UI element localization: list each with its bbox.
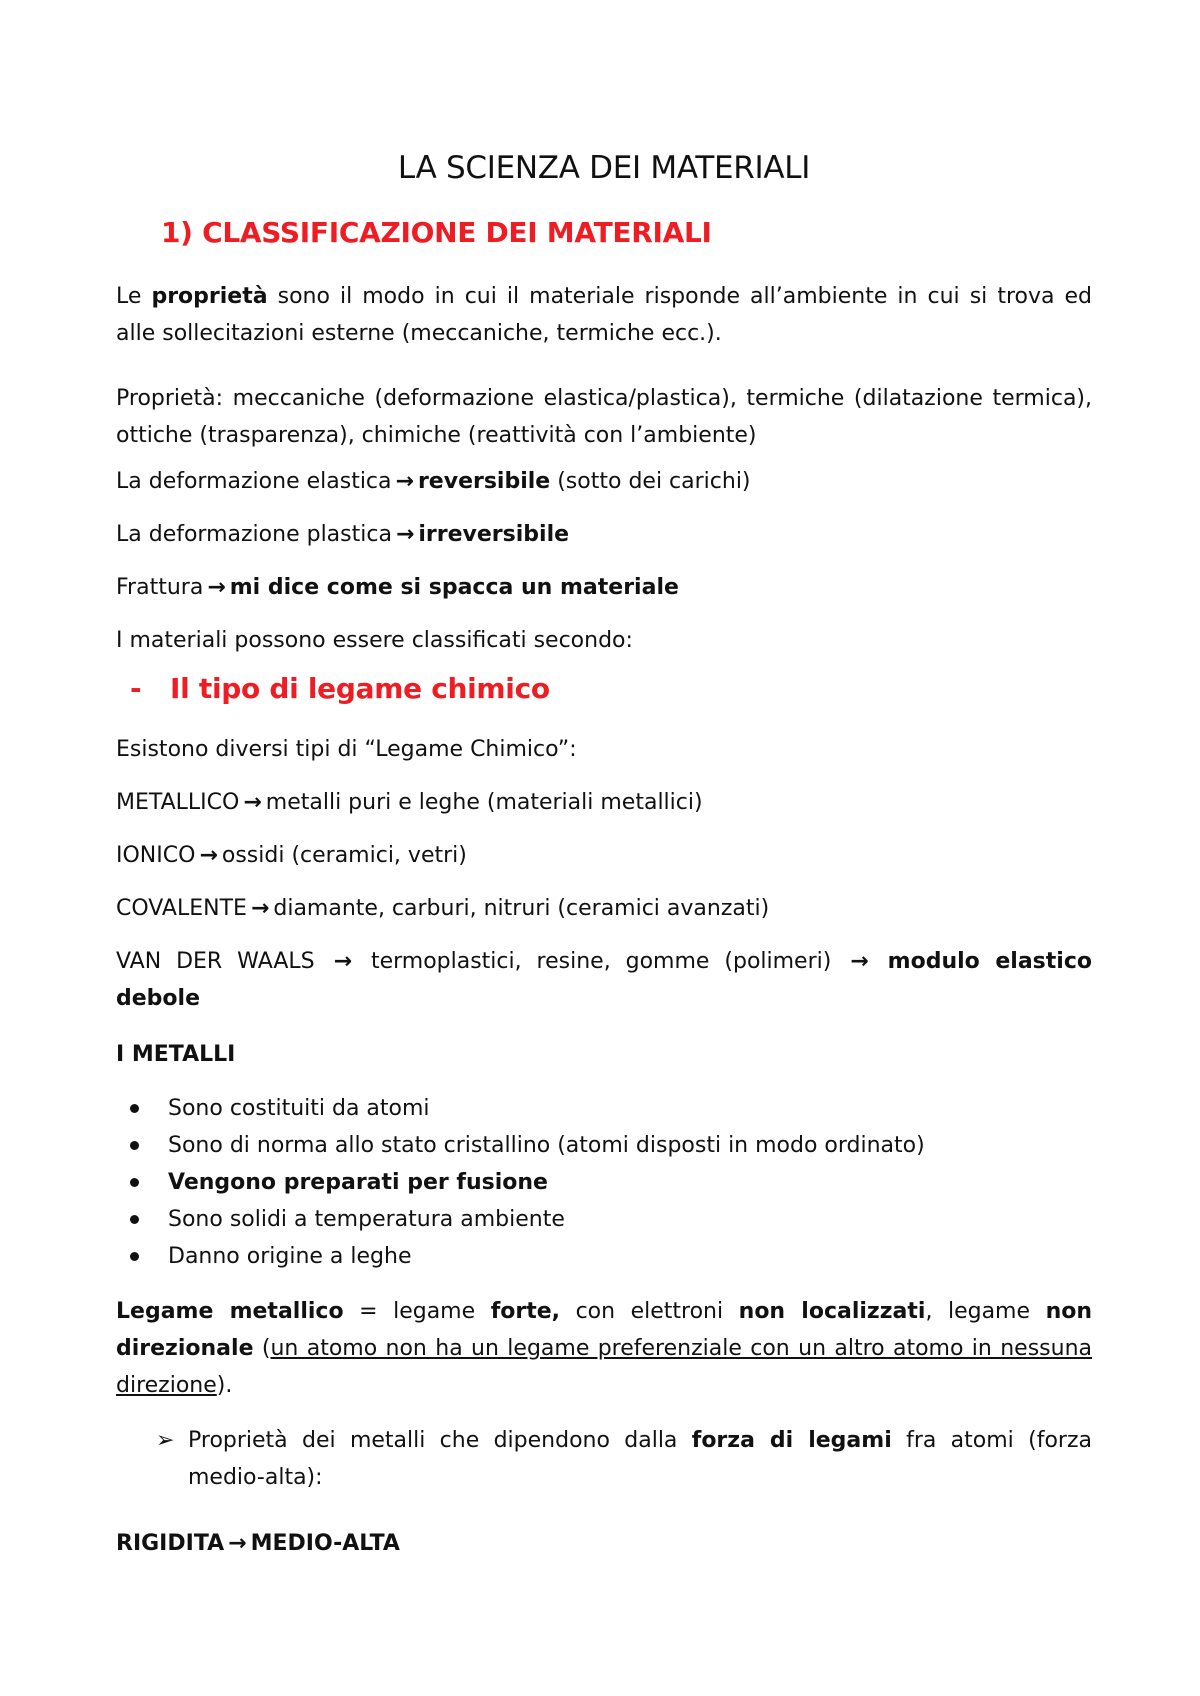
arrow-right-icon: → xyxy=(395,469,414,494)
bullet-icon xyxy=(130,1104,139,1113)
text: sono il modo in cui il materiale risponde all’ambiente in cui si trova ed alle sollecitazioni esterne (meccaniche, termiche ecc.). xyxy=(116,284,1092,346)
paragraph-covalente xyxy=(116,890,1092,927)
text: VAN DER WAALS xyxy=(116,949,315,974)
text: termoplastici, resine, gomme (polimeri) xyxy=(370,949,832,974)
metalli-bullet-list xyxy=(116,1090,925,1275)
bold-text: reversibile xyxy=(417,469,551,494)
list-item: Danno origine a leghe xyxy=(116,1238,925,1275)
paragraph-tipi-legame: Esistono diversi tipi di “Legame Chimico”: xyxy=(116,737,577,762)
paragraph-metallico xyxy=(116,784,1092,821)
sub-item-text: Proprietà dei metalli che dipendono dalla forza di legami fra atomi (forza medio-alta): xyxy=(188,1428,1092,1490)
metalli-heading xyxy=(116,1036,1092,1073)
text: ossidi (ceramici, vetri) xyxy=(221,843,467,868)
section-heading-classificazione: 1) CLASSIFICAZIONE DEI MATERIALI xyxy=(161,216,712,249)
text: METALLICO xyxy=(116,790,240,815)
text: (sotto dei carichi) xyxy=(550,469,751,494)
list-item: Sono costituiti da atomi xyxy=(116,1090,925,1127)
text: IONICO xyxy=(116,843,196,868)
bullet-icon xyxy=(130,1252,139,1261)
arrow-right-icon: → xyxy=(228,1531,247,1556)
paragraph-classificazione: I materiali possono essere classificati secondo: xyxy=(116,628,633,653)
bold-text: irreversibile xyxy=(418,522,570,547)
bold-text: proprietà xyxy=(151,284,268,309)
subsection-heading-legame xyxy=(130,672,550,705)
text: La deformazione elastica xyxy=(116,469,392,494)
arrow-right-icon: → xyxy=(199,843,218,868)
heading-text: Il tipo di legame chimico xyxy=(170,672,550,705)
text: Frattura xyxy=(116,575,204,600)
list-item: Sono di norma allo stato cristallino (atomi disposti in modo ordinato) xyxy=(116,1127,925,1164)
paragraph-tipi-proprieta: Proprietà: meccaniche (deformazione elastica/plastica), termiche (dilatazione termica), ottiche (trasparenza), chimiche (reattività con l’ambiente) xyxy=(116,386,1092,448)
underlined-text: un atomo non ha un legame preferenziale con un altro atomo in nessuna direzione xyxy=(116,1336,1093,1398)
text: Le xyxy=(116,284,152,309)
paragraph-rigidita: RIGIDITA → MEDIO-ALTA xyxy=(116,1531,400,1556)
arrow-right-icon: → xyxy=(250,896,270,921)
bullet-icon xyxy=(130,1141,139,1150)
arrow-right-icon: → xyxy=(333,949,353,974)
arrowhead-bullet-icon: ➢ xyxy=(156,1428,175,1453)
sub-list-item-forza-legami xyxy=(156,1422,1092,1496)
list-item: Sono solidi a temperatura ambiente xyxy=(116,1201,925,1238)
arrow-right-icon: → xyxy=(243,790,262,815)
paragraph-proprieta xyxy=(116,278,1092,352)
bold-text: I METALLI xyxy=(116,1042,236,1067)
text: La deformazione plastica xyxy=(116,522,392,547)
paragraph-legame-metallico: Legame metallico = legame forte, con elettroni non localizzati, legame non direzionale (un atomo non ha un legame preferenziale con un altro atomo in nessuna direzione). xyxy=(116,1299,1093,1398)
paragraph-deformazione-plastica xyxy=(116,516,1092,553)
paragraph-frattura xyxy=(116,569,1092,606)
bold-text: modulo elastico xyxy=(887,949,1092,974)
arrow-right-icon: → xyxy=(850,949,869,974)
arrow-right-icon: → xyxy=(207,575,226,600)
bullet-icon xyxy=(130,1215,139,1224)
justified-line xyxy=(116,943,1092,980)
bold-text: mi dice come si spacca un materiale xyxy=(229,575,679,600)
text: diamante, carburi, nitruri (ceramici avanzati) xyxy=(273,896,770,921)
list-item: Vengono preparati per fusione xyxy=(116,1164,925,1201)
bullet-icon xyxy=(130,1178,139,1187)
arrow-right-icon: → xyxy=(395,522,415,547)
text: metalli puri e leghe (materiali metallici) xyxy=(265,790,703,815)
paragraph-deformazione-elastica xyxy=(116,463,1092,500)
dash-marker: - xyxy=(130,672,142,705)
text: COVALENTE xyxy=(116,896,247,921)
bold-text: debole xyxy=(116,986,200,1011)
document-title: LA SCIENZA DEI MATERIALI xyxy=(397,150,811,186)
paragraph-van-der-waals xyxy=(116,943,1092,1017)
paragraph-ionico xyxy=(116,837,1092,874)
